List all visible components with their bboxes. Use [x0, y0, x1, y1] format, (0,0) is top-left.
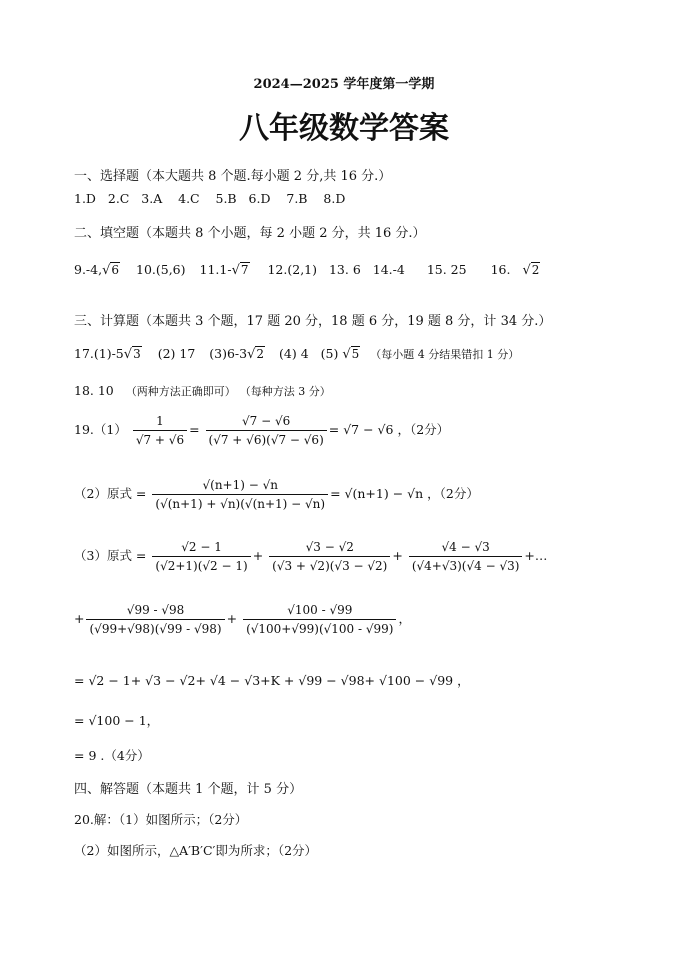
q17-part1: 17.(1)-5 [74, 346, 124, 361]
q19-1-tail: ，（2分） [397, 422, 450, 437]
q19-3-label: （3）原式 = [74, 548, 147, 563]
section1-heading: 一、选择题（本大题共 8 个题.每小题 2 分,共 16 分.） [74, 169, 392, 184]
term-label: 2024—2025 学年度第一学期 [253, 77, 435, 92]
q19-2-line: （2）原式 = $\frac{√(n+1) - √n}{(√(n+1) + √n)(√(n+1) - √n)}$ = √(n+1) − √n ，（2分） [74, 478, 479, 511]
q19-3-cont-line: + $\frac{√99 - √98}{(√99+√98)(√99 - √98)}$ + $\frac{√100 - √99}{(√100+√99)(√100 - √99)}$ ， [74, 603, 411, 636]
sqrt-3: √3 [123, 347, 141, 362]
q19-2-frac: $\frac{√(n+1) - √n}{(√(n+1) + √n)(√(n+1) - √n)}$ [152, 478, 328, 511]
q19-final-line: = 9 .（4分） [74, 748, 150, 763]
q19-2-tail: ，（2分） [427, 486, 479, 501]
q19-sum-line: = √2 − 1+ √3 − √2+ √4 − √3+K + √99 − √98+ √100 − √99 ， [74, 673, 470, 688]
fill-item-14: 14.-4 [372, 262, 405, 277]
fill-item-16: 16. [490, 262, 511, 277]
q19-3-frac-d: $\frac{√99 - √98}{(√99+√98)(√99 - √98)}$ [86, 603, 224, 636]
q19-1-frac-left: $\frac{1}{√7 + √6}$ [133, 414, 187, 447]
q18-answer: 18. 10 [74, 383, 114, 398]
section2-heading: 二、填空题（本题共 8 个小题，每 2 小题 2 分，共 16 分.） [74, 226, 426, 241]
section4-heading: 四、解答题（本题共 1 个题，计 5 分） [74, 782, 303, 797]
q18-note2: （每种方法 3 分） [239, 385, 331, 398]
q19-1-label: 19.（1） [74, 422, 127, 437]
sqrt-2b: √2 [247, 347, 265, 362]
q20-1-line: 20.解：（1）如图所示；（2分） [74, 812, 248, 827]
q17-note: （每小题 4 分结果错扣 1 分） [370, 348, 520, 361]
fill-item-9: 9.-4, [74, 262, 103, 277]
q19-3-line: （3）原式 = $\frac{√2 - 1}{(√2+1)(√2 - 1)}$ + $\frac{√3 - √2}{(√3 + √2)(√3 - √2)}$ + $\frac{√4 - √3}{(√4+√3)(√4 - √3)}$ +… [74, 540, 548, 573]
fill-item-10: 10.(5,6) [136, 262, 186, 277]
q17-part2: (2) 17 [157, 346, 196, 361]
sqrt-5: √5 [342, 347, 360, 362]
q17-part4: (4) 4 [279, 346, 309, 361]
q19-3-tail: +… [524, 548, 548, 563]
fill-item-15: 15. 25 [426, 262, 467, 277]
q18-line [74, 383, 331, 399]
fill-item-12: 12.(2,1) [267, 262, 317, 277]
section1-answers: 1.D 2.C 3.A 4.C 5.B 6.D 7.B 8.D [74, 191, 346, 206]
fill-item-11: 11.1- [199, 262, 232, 277]
q19-1-frac-right: $\frac{√7 - √6}{(√7 + √6)(√7 - √6)}$ [206, 414, 327, 447]
q19-3-frac-e: $\frac{√100 - √99}{(√100+√99)(√100 - √99)}$ [243, 603, 396, 636]
q19-sqrt-line: = √100 − 1， [74, 713, 160, 728]
q20-2-line: （2）如图所示，△A′B′C′即为所求；（2分） [74, 843, 318, 858]
q19-1-line: 19.（1） $\frac{1}{√7 + √6}$ = $\frac{√7 - √6}{(√7 + √6)(√7 - √6)}$ = √7 − √6 ，（2分） [74, 414, 450, 447]
q19-2-label: （2）原式 = [74, 486, 147, 501]
fill-item-13: 13. 6 [328, 262, 361, 277]
sqrt-7: √7 [231, 263, 249, 278]
q17-line [74, 346, 519, 362]
q17-part5: (5) [320, 346, 339, 361]
q19-3-frac-b: $\frac{√3 - √2}{(√3 + √2)(√3 - √2)}$ [269, 540, 390, 573]
q17-part3: (3)6-3 [209, 346, 248, 361]
section2-answers [74, 262, 540, 278]
q19-3-cont-tail: ， [398, 611, 411, 626]
q19-3-frac-c: $\frac{√4 - √3}{(√4+√3)(√4 - √3)}$ [409, 540, 523, 573]
q19-3-frac-a: $\frac{√2 - 1}{(√2+1)(√2 - 1)}$ [152, 540, 250, 573]
q18-note1: （两种方法正确即可） [125, 385, 236, 398]
page-title: 八年级数学答案 [239, 111, 449, 146]
sqrt-2: √2 [522, 263, 540, 278]
section3-heading: 三、计算题（本题共 3 个题，17 题 20 分，18 题 6 分，19 题 8 分，计 34 分.） [74, 314, 552, 329]
sqrt-6: √6 [102, 263, 120, 278]
